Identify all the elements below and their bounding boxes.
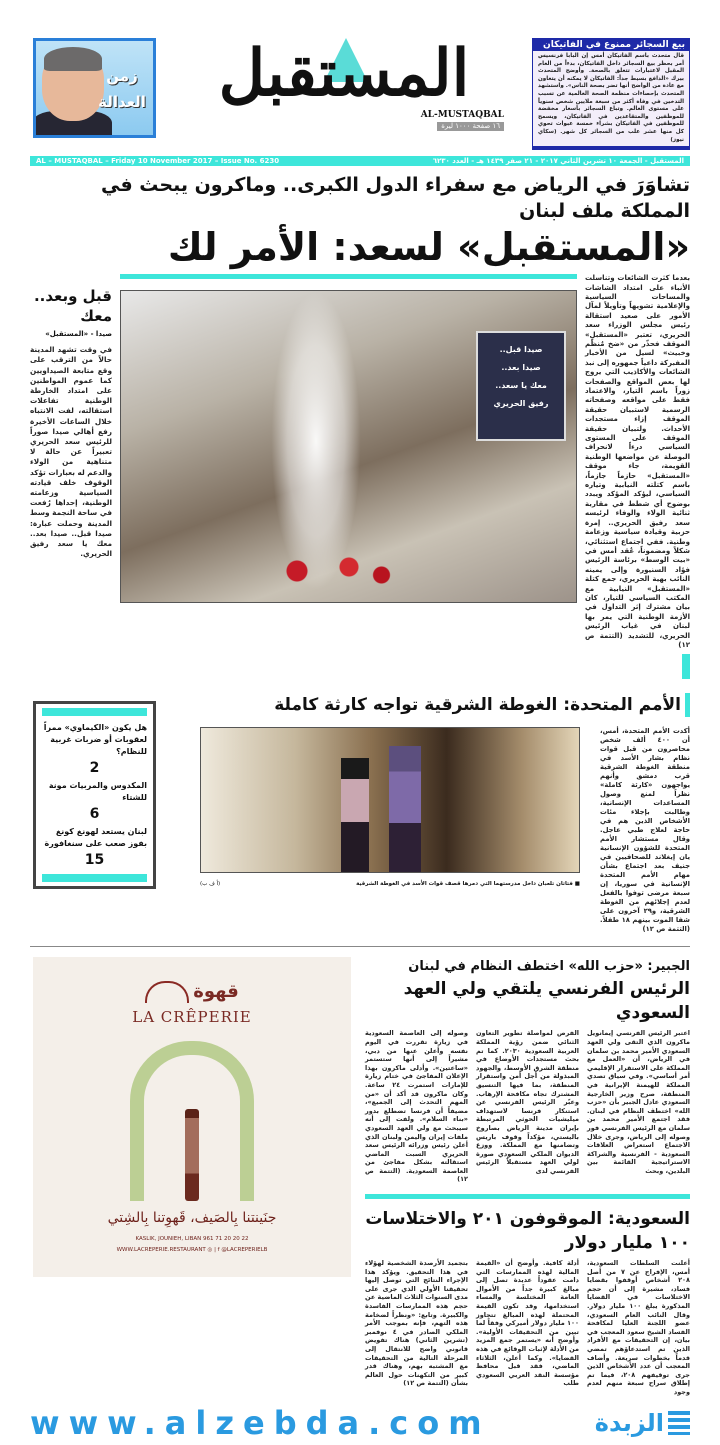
hookah-icon [185, 1109, 199, 1201]
saudi-text [365, 1259, 690, 1397]
hariri-portrait-hair [44, 47, 102, 71]
inside-item-page: 6 [89, 806, 100, 823]
photo-caption: ■ فتاتان تلعبان داخل مدرستهما التي دمرها قصف قوات الأسد في الغوطة الشرقية [356, 881, 580, 888]
ad-slogan: جنَينتنا بِالصَيف، قَهوِتنا بِالشِتي [107, 1210, 277, 1227]
saida-byline: صيدا - «المستقبل» [45, 330, 112, 339]
ghouta-photo-column [200, 727, 580, 888]
ad-illustration [130, 1041, 254, 1201]
ad-logo [145, 981, 239, 1003]
ghouta-main [198, 693, 690, 934]
saida-text: في وقت تشهد المدينة حالاً من الترقب على وقع متابعة الصيداويين كما عموم المواطنين على امتداد الخارطة الوطنية تفاعلات استقالته، لفت الانتباه خلال الساعات الأخيرة رفع أهالي صيدا صوراً للرئيس سعد الحريري تعبيراً عن حالة لا متناهية من الولاء والدعم له بعبارات تؤكد الوقوف خلف قيادته السياسية وزعامته الوطنية، إحداها رُفعت في ساحة النجمة وسط المدينة وحملت عبارة: صيدا قبل.. صيدا بعد.. معك يا سعد رفيق الحريري. [30, 345, 112, 559]
newspaper-logo[interactable] [184, 38, 504, 131]
dateline-en: AL – MUSTAQBAL – Friday 10 November 2017 – Issue No. 6230 [36, 157, 280, 166]
inside-item-title[interactable]: لبنان يستعد لهونغ كونغ بفوز صعب على سنغافورة [44, 827, 147, 849]
la-creperie-ad[interactable] [33, 957, 351, 1277]
hariri-banner-title: زمن العدالة [98, 67, 146, 111]
vatican-news-box [532, 38, 690, 150]
saida-column [30, 286, 112, 559]
watermark-row [30, 1405, 690, 1441]
red-flowers [271, 551, 401, 591]
lead-photo-column [120, 274, 577, 603]
poster-line: معك يا سعد.. [495, 381, 547, 391]
watermark-logo [595, 1408, 690, 1438]
hariri-poster [476, 331, 566, 441]
dateline-bar [30, 156, 690, 166]
ad-website[interactable]: WWW.LACREPERIE.RESTAURANT ◎ | f @LACREPERIELB [116, 1247, 268, 1254]
accent-bar [685, 693, 690, 717]
child-figure [341, 758, 369, 873]
lead-text: بعدما كثرت الشائعات وتناسلت الأنباء على امتداد الشاشات والمساحات السياسية والإعلامية تشويهاً وتأويلاً لمآل الأمور على صعيد استقالة رئيس مجلس الوزراء سعد الحريري، تعتبر «المستقبل» الموقف فحذّر من «ضخ مُنظّم وخبيث» لسيل من الأخبار المفبركة داعياً جمهوره إلى نبذ الشائعات والأكاذيب التي يروج لها بعض المواقع والصفحات زوراً باسم التيار، والاعتماد فقط على مواقعه وصفحاته الرسمية لاستبيان حقيقة الموقف إزاء مستجدات الأحداث. ولتبيان حقيقة الموقف على المستوى السياسي درءاً لانحراف البوصلة عن مواضعها الوطنية القويمة، جاء موقف «المستقبل» حازماً جازماً، باسم كتلته النيابية وتياره السياسي، ليؤكد المؤكد ويبدد بوضوح أي شطط في مقاربة ثنائية الولاء والوفاء لرئيسه سعد رفيق الحريري.. إمرة حزبية وقيادة سياسية وزعامة وطنية. ففي اجتماع استثنائي، شكلاً ومضموناً، عُقد أمس في «بيت الوسط» برئاسة الرئيس فؤاد السنيورة وإلى يمينه النائب بهية الحريري، جمع كتلة «المستقبل» النيابية مع المكتب السياسي للتيار، كان بيان مشترك إثر التداول في الأزمة الوطنية التي يمر بها لبنان في غياب الرئيس الحريري، للتشديد (التتمة ص ١٢) [585, 274, 690, 649]
caption-row [200, 881, 580, 888]
lead-section [30, 274, 690, 679]
logo-arabic: المستقبل [218, 36, 470, 111]
ghouta-headline-row [198, 693, 690, 717]
poster-line: رفيق الحريري [493, 399, 549, 409]
ghouta-section [30, 693, 690, 934]
logo-english: AL-MUSTAQBAL [420, 110, 504, 120]
bottom-stories [360, 957, 690, 1396]
ghouta-school-photo [200, 727, 580, 873]
divider [120, 274, 577, 279]
text-column: أدلة كافية. وأوضح أن «القيمة المالية لهذه الممارسات التي دامت عقوداً عديدة تصل إلى مبالغ كبيرة جداً من الأموال العامة المختلسة والمساء استخدامها، وقد تكون القيمة المحتملة لهذه المبالغ تتجاوز ١٠٠ مليار دولار أميركي وفقاً لما تبين من التحقيقات الأولية». وأوضح أنه «يستمر جمع المزيد من الأدلة لإثبات الوقائع في هذه القضايا». وكما أعلن، الثلاثاء الماضي، فقد قبل محافظ مؤسسة النقد العربي السعودي طلب [476, 1259, 579, 1388]
inside-pages-box [33, 701, 156, 889]
child-figure [389, 746, 421, 873]
fountain-spray [271, 291, 361, 591]
accent-bar [42, 708, 147, 716]
ghouta-headline[interactable]: الأمم المتحدة: الغوطة الشرقية تواجه كارثة كاملة [274, 695, 681, 716]
poster-line: صيدا بعد.. [501, 363, 541, 373]
text-column: اعتبر الرئيس الفرنسي إيمانويل ماكرون الذي التقى ولي العهد السعودي الأمير محمد بن سلمان في الرياض، أن «العمل مع المملكة على الاستقرار الإقليمي أمر أساسي». وفي سياق تصدي المملكة للهيمنة الإيرانية في المنطقة، صرح وزير الخارجية السعودي عادل الجبير بأن «حزب الله» اختطف النظام في لبنان. فقد اجتمع الأمير محمد بن سلمان مع الرئيس الفرنسي فور وصوله إلى الرياض، وجرى خلال الاجتماع استعراض العلاقات السعودية - الفرنسية والشراكة الاستراتيجية القائمة بين البلدين، وبحث [587, 1029, 690, 1175]
lead-subheadline: تشاوَرَ في الرياض مع سفراء الدول الكبرى.. وماكرون يبحث في المملكة ملف لبنان [101, 174, 690, 223]
text-column: بتجميد الأرصدة الشخصية لهؤلاء في هذا التحقيق. ويؤكد هذا الإجراء النتائج التي توصل إليها تحقيقنا الأولي الذي جرى على مدى السنوات الثلاث الماضية عن حجم هذه الممارسات الفاسدة والكبيرة. وتابع: «ونظراً لضخامة هذه التهم، فإنه بموجب الأمر الملكي الصادر في ٤ نوفمبر (تشرين الثاني) هناك تفويض قانوني واضح للانتقال إلى المرحلة التالية من التحقيقات مع المشتبه بهم، وهناك قدر كبير من التكهنات حول العالم بشأن (التتمة ص ١٢) [365, 1259, 468, 1388]
watermark-url: www.alzebda.com [30, 1403, 491, 1442]
accent-bar [682, 654, 690, 679]
masthead [30, 38, 690, 150]
ad-logo-english: LA CRÊPERIE [132, 1008, 252, 1027]
ad-logo-arabic: قهوة [193, 981, 239, 1003]
photo-credit: (أ ف ب) [200, 881, 221, 888]
macron-text [365, 1029, 690, 1184]
text-column: أعلنت السلطات السعودية، أمس، الإفراج عن ٧ من أصل ٢٠٨ أشخاص أوقفوا بقضايا فساد، مشيرة إلى أن حجم الاختلاسات في القضايا المذكورة يبلغ ١٠٠ مليار دولار. وقال النائب العام السعودي، عضو اللجنة العليا لمكافحة الفساد الشيخ سعود المعجب في بيان، إن التحقيقات مع الأفراد الذين تم استدعاؤهم تمضي قدماً بخطوات سريعة. وأضاف المعجب أن عدد الأشخاص الذين جرى توقيفهم ٢٠٨، فيما تم إطلاق سراح سبعة منهم لعدم وجود [587, 1259, 690, 1396]
saida-fountain-photo [120, 290, 577, 603]
poster-line: صيدا قبل.. [499, 345, 543, 355]
macron-headline[interactable]: الرئيس الفرنسي يلتقي ولي العهد السعودي [403, 979, 690, 1024]
text-column: الفرص لمواصلة تطوير التعاون الثنائي ضمن رؤية المملكة العربية السعودية ٢٠٣٠. كما تم بحث مستجدات الأوضاع في منطقة الشرق الأوسط، والجهود المبذولة من أجل أمن واستقرار المنطقة، بما فيها التنسيق المشترك تجاه مكافحة الإرهاب. وعبّر الرئيس الفرنسي عن استنكار فرنسا لاستهداف ميليشيات الحوثي المرتبطة بإيران مدينة الرياض بصاروخ باليستي، مؤكداً وقوف باريس وتضامنها مع المملكة. ووزع الديوان الملكي السعودي صورة لولي العهد مستقبلاً الرئيس الفرنسي لدى [476, 1029, 579, 1175]
accent-bar [42, 874, 147, 882]
inside-item-page: 2 [89, 760, 100, 777]
macron-kicker: الجبير: «حزب الله» اختطف النظام في لبنان [408, 959, 690, 975]
ad-logo-arches-icon [145, 981, 189, 1003]
lead-column [585, 274, 690, 679]
divider [365, 1194, 690, 1199]
divider [30, 946, 690, 947]
vatican-title: بيع السجائر ممنوع في الفاتيكان [533, 39, 689, 51]
hariri-banner [33, 38, 156, 138]
saudi-headline[interactable]: السعودية: الموقوفون ٢٠١ والاختلاسات ١٠٠ مليار دولار [365, 1209, 690, 1254]
ghouta-body [198, 727, 690, 934]
ghouta-text: أكدت الأمم المتحدة، أمس، أن ٤٠٠ ألف شخص محاصرون من قبل قوات نظام بشار الأسد في منطقة الغوطة الشرقية قرب دمشق وأنهم يواجهون «كارثة كاملة» نظراً لمنع وصول المساعدات الإنسانية، وطالبت بإجلاء مئات الأشخاص الذين هم في حاجة لعلاج طبي عاجل. وقال مستشار الأمم المتحدة للشؤون الإنسانية يان إيغلاند للصحافيين في جنيف بعد اجتماع بشأن مهام الأمم المتحدة الإنسانية في سوريا، إن سبعة مرضى توفوا بالفعل لعدم إجلائهم من الغوطة الشرقية، و٢٩ آخرون على شفا الموت بينهم ١٨ طفلاً. (التتمة ص ١٢) [600, 727, 690, 934]
inside-item-title[interactable]: المكدوس والمربيات مونة للشتاء [48, 781, 147, 803]
inside-item-title[interactable]: هل يكون «الكيماوي» ممراً لعقوبات أو ضربات غربية للنظام؟ [43, 723, 147, 757]
saida-title[interactable]: قبل وبعد.. معك [33, 287, 112, 326]
watermark-logo-text: الزبدة [594, 1408, 664, 1437]
text-column: وصوله إلى العاصمة السعودية في زيارة تقررت في اليوم نفسه وأعلن عنها من دبي، مشيراً إلى أنها ستستمر «ساعتين». وأدلى ماكرون بهذا الإعلان المفاجئ في ختام زيارة للإمارات استمرت ٢٤ ساعة. وكان ماكرون قد أكد أن «من المهم التحدث إلى الجميع»، مضيفاً أن فرنسا تضطلع بدور «بناء السلام». ولفت إلى أنه سيبحث مع ولي العهد السعودي ملفات إيران واليمن ولبنان الذي أعلن رئيس وزرائه الرئيس سعد الحريري السبت الماضي استقالته بشكل مفاجئ من العاصمة السعودية. (التتمة ص ١٢) [365, 1029, 468, 1184]
inside-item-page: 15 [84, 852, 105, 869]
vatican-text: قال متحدث باسم الفاتيكان أمس إن البابا فرنسيس أمر بحظر بيع السجائر داخل الفاتيكان، بدءاً من العام المقبل لاعتبارات تتعلق بالصحة. وأوضح المتحدث بيرك «الدافع بسيط جداً: الفاتيكان لا يمكنه أن يتعاون مع عادة من الواضح أنها تضر بصحة الناس». واستشهد المتحدث بإحصاءات منظمة الصحة العالمية عن تسبب التدخين في وفاة أكثر من سبعة ملايين شخص سنوياً على مستوى العالم. وتباع السجائر بأسعار مخفضة للموظفين والمتقاعدين في الفاتيكان، ويسمح للموظفين في الفاتيكان بشراء خمسة عبوات تحوي كل منها عشر علب من السجائر كل شهر. (سكاي نيوز) [538, 53, 684, 143]
ad-address: KASLIK, JOUNIEH, LIBAN 961 71 20 20 22 [135, 1236, 249, 1243]
bottom-section [30, 957, 690, 1396]
lead-headline[interactable]: «المستقبل» لسعد: الأمر لك [167, 225, 690, 270]
price-tag: ١٦ صفحة ١٠٠٠ ليرة [437, 122, 504, 131]
dateline-ar: المستقبل - الجمعة ١٠ تشرين الثاني ٢٠١٧ - ٢١ صفر ١٤٣٩ هـ - العدد ٦٢٣٠ [432, 157, 684, 166]
watermark-lines-icon [668, 1411, 690, 1435]
